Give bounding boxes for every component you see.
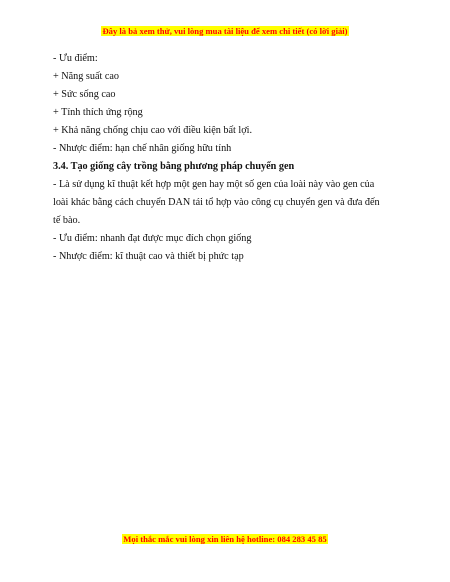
advantage-item: + Năng suất cao <box>53 71 119 82</box>
preview-notice-banner <box>0 25 450 37</box>
advantage-item: + Khả năng chống chịu cao với điều kiện bất lợi. <box>53 125 252 136</box>
document-body <box>53 50 403 266</box>
hotline-text: Mọi thắc mắc vui lòng xin liên hệ hotline: 084 283 45 85 <box>123 534 327 544</box>
paragraph-line: loài khác bằng cách chuyển DAN tái tổ hợp vào công cụ chuyển gen và đưa đến <box>53 197 380 208</box>
section-heading: 3.4. Tạo giống cây trồng bằng phương pháp chuyển gen <box>53 161 295 172</box>
advantage-line: - Ưu điểm: nhanh đạt được mục đích chọn giống <box>53 233 252 244</box>
hotline-banner <box>0 533 450 545</box>
advantage-item: + Sức sống cao <box>53 89 116 100</box>
paragraph-line: tế bào. <box>53 215 81 226</box>
disadvantage-line: - Nhược điểm: hạn chế nhân giống hữu tính <box>53 143 232 154</box>
paragraph-line: - Là sử dụng kĩ thuật kết hợp một gen hay một số gen của loài này vào gen của <box>53 179 375 190</box>
advantages-label: - Ưu điểm: <box>53 53 98 64</box>
preview-notice-text: Đây là bả xem thử, vui lòng mua tài liệu để xem chi tiết (có lời giải) <box>102 26 348 36</box>
disadvantage-line: - Nhược điểm: kĩ thuật cao và thiết bị phức tạp <box>53 251 244 262</box>
advantage-item: + Tính thích ứng rộng <box>53 107 143 118</box>
